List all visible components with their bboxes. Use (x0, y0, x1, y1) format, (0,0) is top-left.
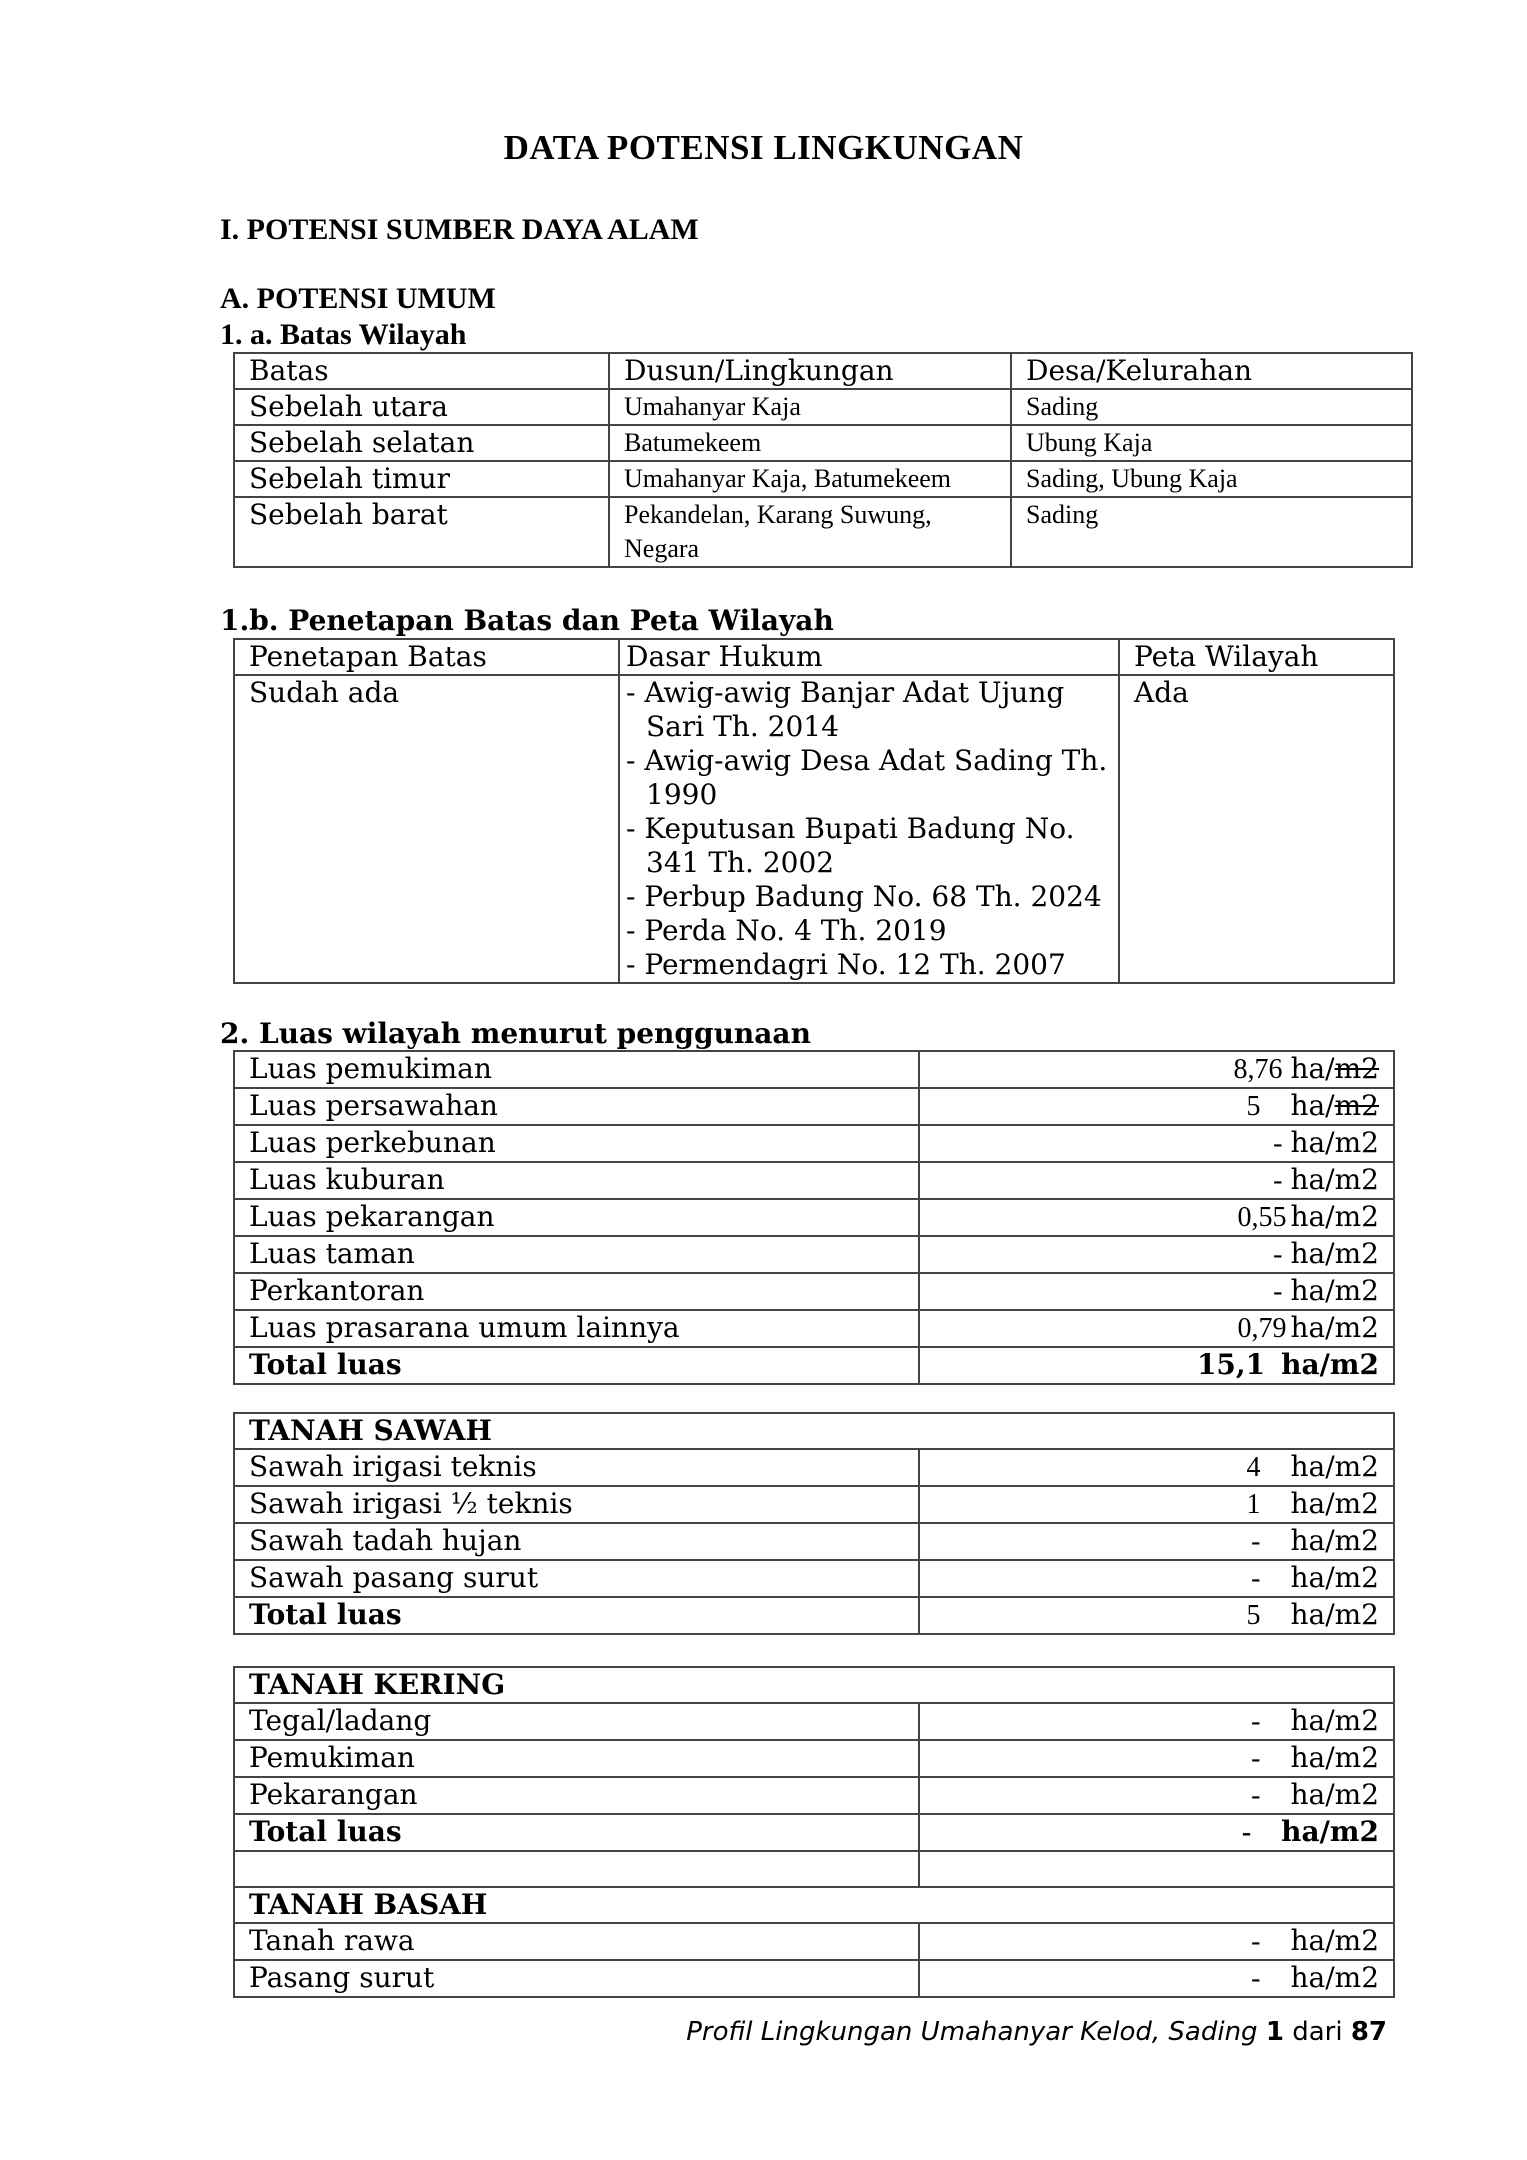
row-value (919, 1051, 1394, 1088)
total-label: Total luas (234, 1597, 919, 1634)
row-value (919, 1486, 1394, 1523)
table-row (234, 1051, 1394, 1088)
row-value (919, 1449, 1394, 1486)
page-number: 1 (1265, 2017, 1284, 2047)
table-row (234, 1923, 1394, 1960)
table-heading: TANAH SAWAH (234, 1413, 1394, 1449)
unit: ha/m2 (1290, 1924, 1380, 1957)
list-item: - Awig-awig Desa Adat Sading Th. 1990 (626, 744, 1108, 811)
col-header: Desa/Kelurahan (1011, 353, 1412, 389)
row-value (919, 1523, 1394, 1560)
cell: Sading (1011, 389, 1412, 425)
row-value (919, 1088, 1394, 1125)
total-row (234, 1597, 1394, 1634)
dasar-hukum-cell (619, 675, 1119, 983)
table-row (234, 1740, 1394, 1777)
unit: ha/ (1290, 1200, 1335, 1233)
unit: ha/m2 (1290, 1704, 1380, 1737)
total-value (919, 1347, 1394, 1384)
unit: ha/m2 (1290, 1778, 1380, 1811)
cell: Umahanyar Kaja, Batumekeem (609, 461, 1011, 497)
unit: ha/m2 (1290, 1598, 1379, 1631)
section-heading: I. POTENSI SUMBER DAYA ALAM (220, 213, 699, 246)
cell: Sebelah utara (234, 389, 609, 425)
unit: ha/ (1290, 1126, 1335, 1159)
list-item: - Perda No. 4 Th. 2019 (626, 914, 947, 947)
cell: Ubung Kaja (1011, 425, 1412, 461)
table-heading: TANAH KERING (234, 1667, 1394, 1703)
row-value (919, 1960, 1394, 1997)
value: - (1251, 1743, 1261, 1774)
value: 5 (1246, 1600, 1261, 1631)
row-value (919, 1199, 1394, 1236)
footer-text: Profil Lingkungan Umahanyar Kelod, Sading (686, 2017, 1258, 2047)
empty-cell (234, 1851, 919, 1887)
footer-of: dari (1292, 2017, 1343, 2047)
table-header-row (234, 1887, 1394, 1923)
table-row (234, 1273, 1394, 1310)
table-row (234, 1236, 1394, 1273)
table-row (234, 1449, 1394, 1486)
penetapan-heading: 1.b. Penetapan Batas dan Peta Wilayah (220, 604, 834, 637)
row-label: Luas persawahan (234, 1088, 919, 1125)
row-value (919, 1236, 1394, 1273)
page-total: 87 (1350, 2017, 1387, 2047)
batas-heading: 1. a. Batas Wilayah (220, 318, 467, 351)
unit: ha/m2 (1290, 1961, 1380, 1994)
col-header: Dusun/Lingkungan (609, 353, 1011, 389)
total-label: Total luas (234, 1814, 919, 1851)
unit: ha/m2 (1290, 1487, 1379, 1520)
unit: ha/m2 (1290, 1524, 1379, 1557)
value: - (1251, 1706, 1261, 1737)
table-row (234, 1703, 1394, 1740)
cell: Sebelah timur (234, 461, 609, 497)
cell: Sebelah barat (234, 497, 609, 567)
cell: Sading (1011, 497, 1412, 567)
row-label: Luas kuburan (234, 1162, 919, 1199)
row-value (919, 1273, 1394, 1310)
empty-row (234, 1851, 1394, 1887)
value: - (1273, 1165, 1283, 1196)
value: - (1241, 1817, 1252, 1848)
luas-table (233, 1050, 1395, 1385)
penetapan-table (233, 638, 1395, 984)
table-row (234, 675, 1394, 983)
table-row (234, 1486, 1394, 1523)
row-label: Luas taman (234, 1236, 919, 1273)
unit-strike: m2 (1334, 1052, 1379, 1085)
cell: Sebelah selatan (234, 425, 609, 461)
value: 15,1 (1196, 1348, 1266, 1381)
unit: ha/ (1290, 1237, 1335, 1270)
row-label: Sawah tadah hujan (234, 1523, 919, 1560)
unit-strike: m2 (1334, 1089, 1379, 1122)
row-value (919, 1125, 1394, 1162)
unit: ha/ (1290, 1274, 1335, 1307)
page-title: DATA POTENSI LINGKUNGAN (503, 128, 1024, 167)
unit: m2 (1334, 1311, 1379, 1344)
table-row (234, 497, 1412, 567)
row-label: Sawah pasang surut (234, 1560, 919, 1597)
list-item: - Awig-awig Banjar Adat Ujung Sari Th. 2014 (626, 676, 1065, 743)
dasar-hukum-list (626, 676, 1108, 982)
unit: ha/ (1290, 1311, 1335, 1344)
table-row (234, 1523, 1394, 1560)
table-header-row (234, 1413, 1394, 1449)
value: - (1251, 1963, 1261, 1994)
row-label: Sawah irigasi teknis (234, 1449, 919, 1486)
table-row (234, 1125, 1394, 1162)
unit: m2 (1334, 1237, 1379, 1270)
value: 4 (1246, 1452, 1261, 1483)
value: - (1273, 1239, 1283, 1270)
row-value (919, 1310, 1394, 1347)
col-header: Penetapan Batas (234, 639, 619, 675)
value: - (1273, 1128, 1283, 1159)
cell: Sading, Ubung Kaja (1011, 461, 1412, 497)
empty-cell (919, 1851, 1394, 1887)
row-value (919, 1777, 1394, 1814)
total-value (919, 1814, 1394, 1851)
row-label: Perkantoran (234, 1273, 919, 1310)
row-label: Sawah irigasi ½ teknis (234, 1486, 919, 1523)
unit: ha/m2 (1281, 1348, 1379, 1381)
list-item: - Permendagri No. 12 Th. 2007 (626, 948, 1066, 981)
value: 0,55 (1237, 1202, 1287, 1233)
value: 8,76 (1233, 1054, 1283, 1085)
value: - (1273, 1276, 1283, 1307)
row-value (919, 1923, 1394, 1960)
row-label: Luas pemukiman (234, 1051, 919, 1088)
col-header: Peta Wilayah (1119, 639, 1394, 675)
peta-wilayah: Ada (1119, 675, 1394, 983)
value: - (1251, 1563, 1261, 1594)
unit: m2 (1334, 1274, 1379, 1307)
value: 1 (1246, 1489, 1261, 1520)
unit: ha/m2 (1290, 1741, 1380, 1774)
unit: m2 (1334, 1163, 1379, 1196)
table-row (234, 389, 1412, 425)
row-value (919, 1560, 1394, 1597)
table-header-row (234, 1667, 1394, 1703)
value: - (1251, 1926, 1261, 1957)
total-label: Total luas (234, 1347, 919, 1384)
value: - (1251, 1780, 1261, 1811)
total-row (234, 1347, 1394, 1384)
cell: Pekandelan, Karang Suwung, Negara (609, 497, 1011, 567)
row-value (919, 1162, 1394, 1199)
table-row (234, 1777, 1394, 1814)
value: 5 (1246, 1091, 1261, 1122)
unit: m2 (1334, 1126, 1379, 1159)
unit: ha/ (1290, 1089, 1335, 1122)
luas-heading: 2. Luas wilayah menurut penggunaan (220, 1017, 811, 1050)
table-row (234, 1960, 1394, 1997)
total-value (919, 1597, 1394, 1634)
list-item: - Perbup Badung No. 68 Th. 2024 (626, 880, 1102, 913)
kering-basah-table (233, 1666, 1395, 1998)
row-label: Pasang surut (234, 1960, 919, 1997)
table-row (234, 1162, 1394, 1199)
table-heading: TANAH BASAH (234, 1887, 1394, 1923)
total-row (234, 1814, 1394, 1851)
col-header: Dasar Hukum (619, 639, 1119, 675)
row-value (919, 1703, 1394, 1740)
table-row (234, 425, 1412, 461)
row-label: Pemukiman (234, 1740, 919, 1777)
table-row (234, 461, 1412, 497)
batas-table (233, 352, 1413, 568)
cell: Batumekeem (609, 425, 1011, 461)
row-label: Luas perkebunan (234, 1125, 919, 1162)
cell: Umahanyar Kaja (609, 389, 1011, 425)
row-label: Tanah rawa (234, 1923, 919, 1960)
unit: ha/m2 (1281, 1815, 1380, 1848)
table-row (234, 1310, 1394, 1347)
row-label: Tegal/ladang (234, 1703, 919, 1740)
unit: ha/m2 (1290, 1450, 1379, 1483)
table-header-row (234, 639, 1394, 675)
table-row (234, 1199, 1394, 1236)
sawah-table (233, 1412, 1395, 1635)
unit: m2 (1334, 1200, 1379, 1233)
row-label: Luas prasarana umum lainnya (234, 1310, 919, 1347)
unit: ha/ (1290, 1052, 1335, 1085)
value: - (1251, 1526, 1261, 1557)
table-row (234, 1560, 1394, 1597)
list-item: - Keputusan Bupati Badung No. 341 Th. 2002 (626, 812, 1075, 879)
row-label: Luas pekarangan (234, 1199, 919, 1236)
row-value (919, 1740, 1394, 1777)
unit: ha/m2 (1290, 1561, 1379, 1594)
col-header: Batas (234, 353, 609, 389)
table-header-row (234, 353, 1412, 389)
penetapan-status: Sudah ada (234, 675, 619, 983)
subsection-heading: A. POTENSI UMUM (220, 282, 496, 315)
unit: ha/ (1290, 1163, 1335, 1196)
value: 0,79 (1237, 1313, 1287, 1344)
page-footer (686, 2017, 1387, 2047)
table-row (234, 1088, 1394, 1125)
row-label: Pekarangan (234, 1777, 919, 1814)
